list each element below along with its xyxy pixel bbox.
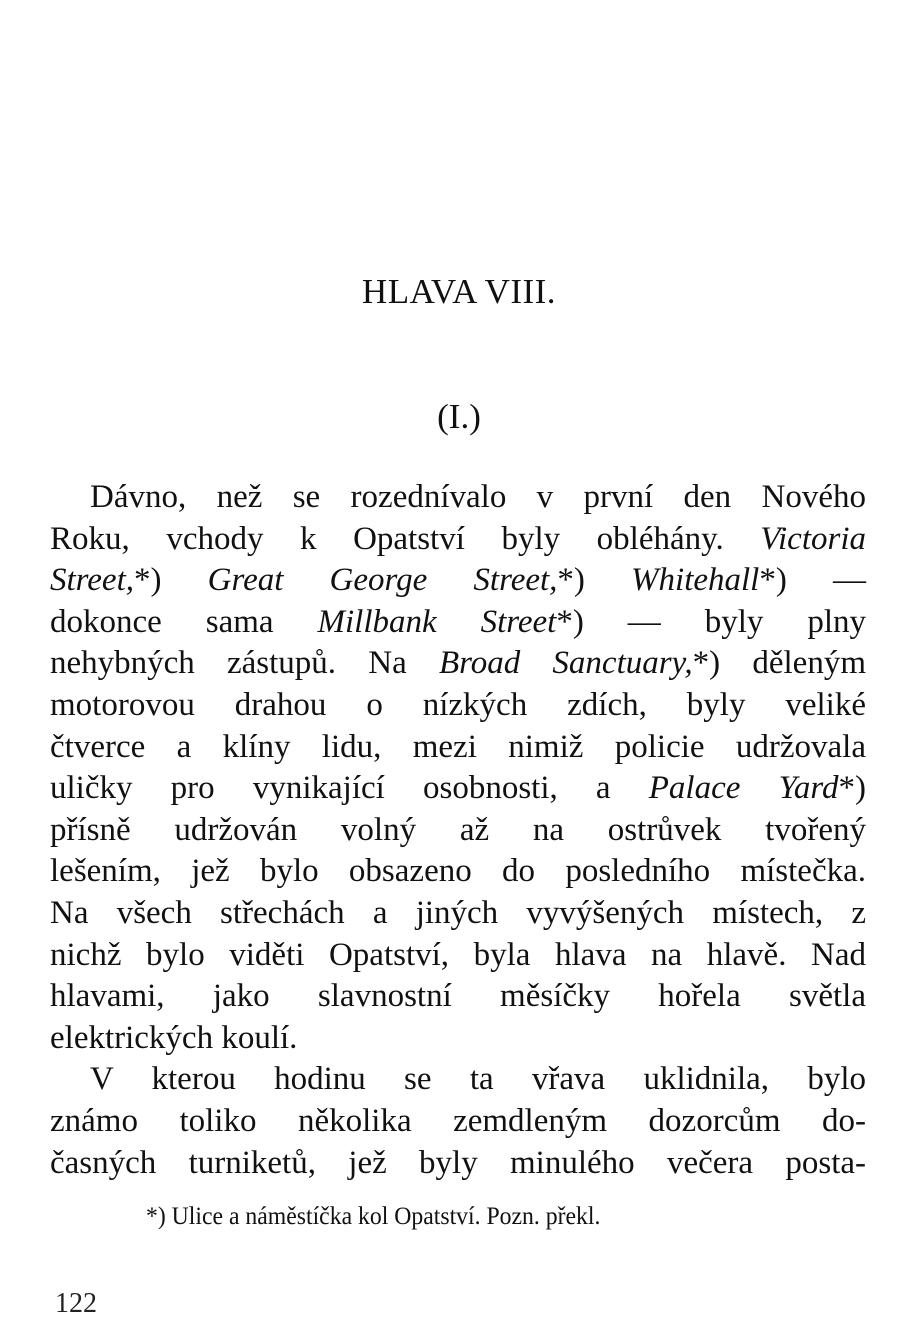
footnote: *) Ulice a náměstíčka kol Opatství. Pozn. překl.: [146, 1201, 601, 1230]
text-run: Na všech střechách a jiných vyvýšených místech, z: [50, 894, 866, 931]
page-number-cut-off: 122: [55, 1288, 97, 1319]
italic-text: Millbank Street: [317, 603, 557, 640]
italic-text: Whitehall: [631, 562, 760, 599]
text-line: [50, 851, 866, 893]
section-number: (I.): [437, 397, 481, 436]
text-run: elektrických koulí.: [50, 1019, 298, 1056]
italic-text: Victoria: [760, 520, 866, 557]
text-run: Dávno, než se rozednívalo v první den Nového: [90, 479, 866, 515]
italic-text: Great George Street,: [207, 562, 558, 599]
text-line: [50, 519, 866, 561]
text-run: motorovou drahou o nízkých zdích, byly veliké: [50, 686, 866, 723]
text-run: *) — byly plny: [556, 603, 867, 640]
italic-text: Broad Sanctuary,: [438, 645, 693, 682]
text-run: známo toliko několika zemdleným dozorcům do-: [50, 1102, 866, 1139]
text-run: *): [838, 770, 867, 807]
text-run: přísně udržován volný až na ostrůvek tvořený: [50, 811, 866, 848]
text-line: [50, 477, 866, 519]
text-line: [50, 1018, 866, 1060]
text-run: nehybných zástupů. Na: [50, 645, 439, 682]
text-line: [50, 810, 866, 852]
text-line: [50, 560, 866, 602]
text-line: [50, 768, 866, 810]
text-run: *): [557, 562, 632, 599]
text-line: [50, 727, 866, 769]
text-run: časných turniketů, jež byly minulého večera posta-: [50, 1144, 866, 1181]
text-run: čtverce a klíny lidu, mezi nimiž policie udržovala: [50, 728, 866, 765]
text-run: uličky pro vynikající osobnosti, a: [50, 770, 649, 807]
text-run: V kterou hodinu se ta vřava uklidnila, bylo: [90, 1061, 866, 1098]
paragraph: [50, 477, 866, 1059]
text-line: [50, 602, 866, 644]
italic-text: Street,: [50, 562, 134, 599]
text-line: [50, 685, 866, 727]
text-run: *) —: [759, 562, 866, 599]
text-run: *): [134, 562, 208, 599]
text-run: nichž bylo viděti Opatství, byla hlava na hlavě. Nad: [50, 936, 866, 973]
text-line: [50, 1059, 866, 1101]
paragraph: [50, 1059, 866, 1184]
italic-text: Palace Yard: [648, 770, 839, 807]
text-line: [50, 976, 866, 1018]
text-run: hlavami, jako slavnostní měsíčky hořela světla: [50, 978, 866, 1015]
text-line: [50, 643, 866, 685]
text-line: [50, 1101, 866, 1143]
text-line: [50, 935, 866, 977]
text-run: lešením, jež bylo obsazeno do posledního místečka.: [50, 853, 866, 890]
chapter-title: HLAVA VIII.: [361, 272, 557, 311]
text-run: *) děleným: [692, 645, 866, 682]
text-run: dokonce sama: [50, 603, 318, 640]
text-run: Roku, vchody k Opatství byly obléhány.: [50, 520, 761, 557]
text-line: [50, 893, 866, 935]
text-line: [50, 1143, 866, 1185]
body-text: [50, 477, 866, 1184]
